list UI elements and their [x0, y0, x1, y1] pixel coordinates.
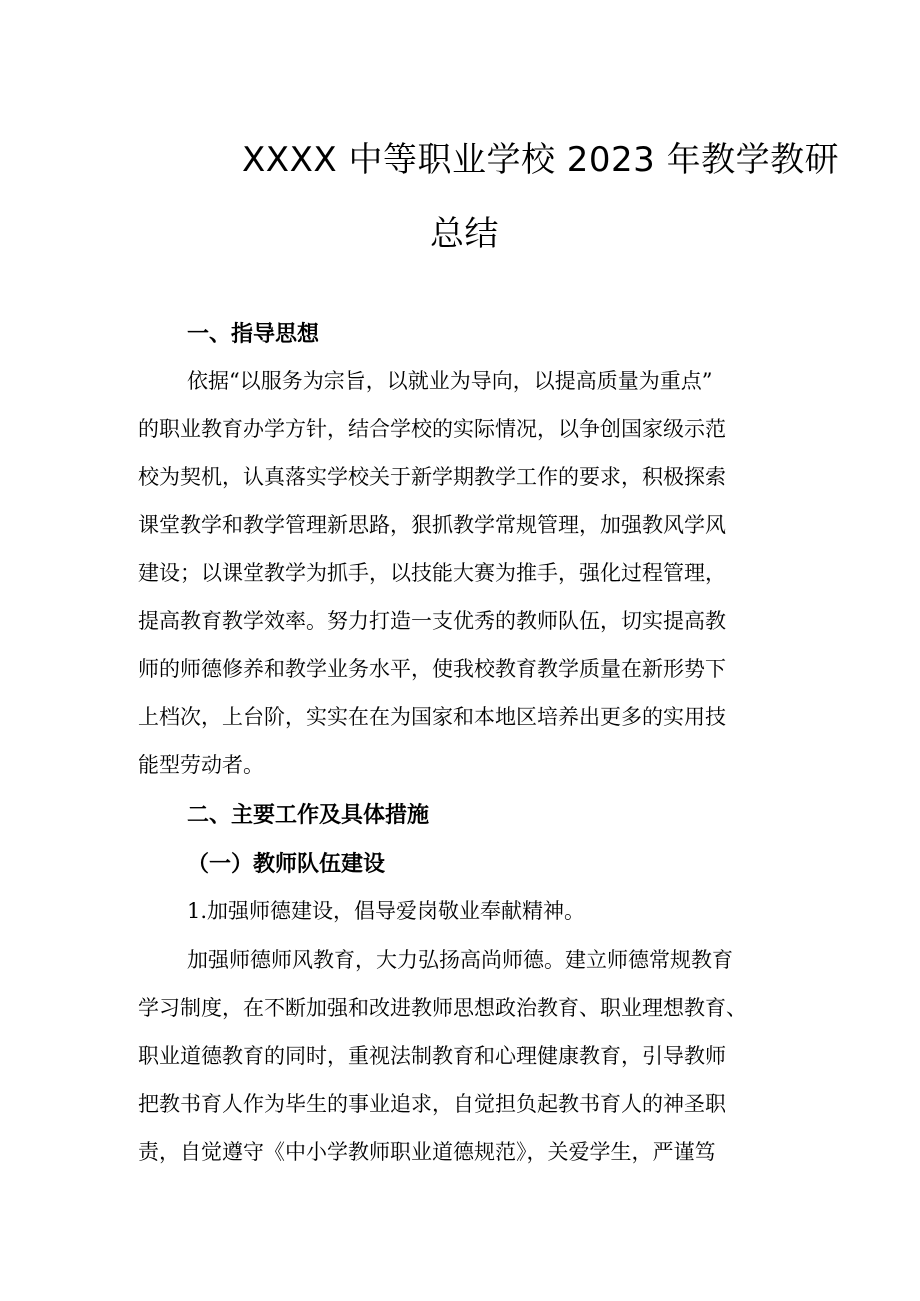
paragraph-line: 依据“以服务为宗旨，以就业为导向，以提高质量为重点”: [187, 369, 713, 393]
paragraph-line: 责，自觉遵守《中小学教师职业道德规范》，关爱学生，严谨笃: [138, 1140, 716, 1164]
paragraph-line: 加强师德师风教育，大力弘扬高尚师德。建立师德常规教育: [187, 948, 733, 972]
paragraph-line: 校为契机，认真落实学校关于新学期教学工作的要求，积极探索: [138, 465, 726, 489]
paragraph-line: 课堂教学和教学管理新思路，狠抓教学常规管理，加强教风学风: [138, 513, 726, 537]
list-item: 1.加强师德建设，倡导爱岗敬业奉献精神。: [187, 899, 586, 923]
paragraph-line: 师的师德修养和教学业务水平，使我校教育教学质量在新形势下: [138, 657, 726, 681]
section-heading-main-work: 二、主要工作及具体措施: [187, 803, 430, 828]
paragraph-line: 学习制度，在不断加强和改进教师思想政治教育、职业理想教育、: [138, 996, 747, 1020]
subsection-heading-teacher-team: （一）教师队伍建设: [187, 852, 386, 877]
paragraph-line: 上档次，上台阶，实实在在为国家和本地区培养出更多的实用技: [138, 705, 726, 729]
document-title-line-1: XXXX 中等职业学校 2023 年教学教研: [242, 140, 840, 180]
section-heading-guiding-ideology: 一、指导思想: [187, 322, 320, 347]
document-title-line-2: 总结: [430, 214, 499, 254]
paragraph-line: 的职业教育办学方针，结合学校的实际情况，以争创国家级示范: [138, 417, 726, 441]
paragraph-line: 建设；以课堂教学为抓手，以技能大赛为推手，强化过程管理，: [138, 561, 726, 585]
paragraph-line: 把教书育人作为毕生的事业追求，自觉担负起教书育人的神圣职: [138, 1092, 726, 1116]
paragraph-line: 能型劳动者。: [138, 753, 264, 777]
paragraph-line: 提高教育教学效率。努力打造一支优秀的教师队伍，切实提高教: [138, 609, 726, 633]
paragraph-line: 职业道德教育的同时，重视法制教育和心理健康教育，引导教师: [138, 1044, 726, 1068]
